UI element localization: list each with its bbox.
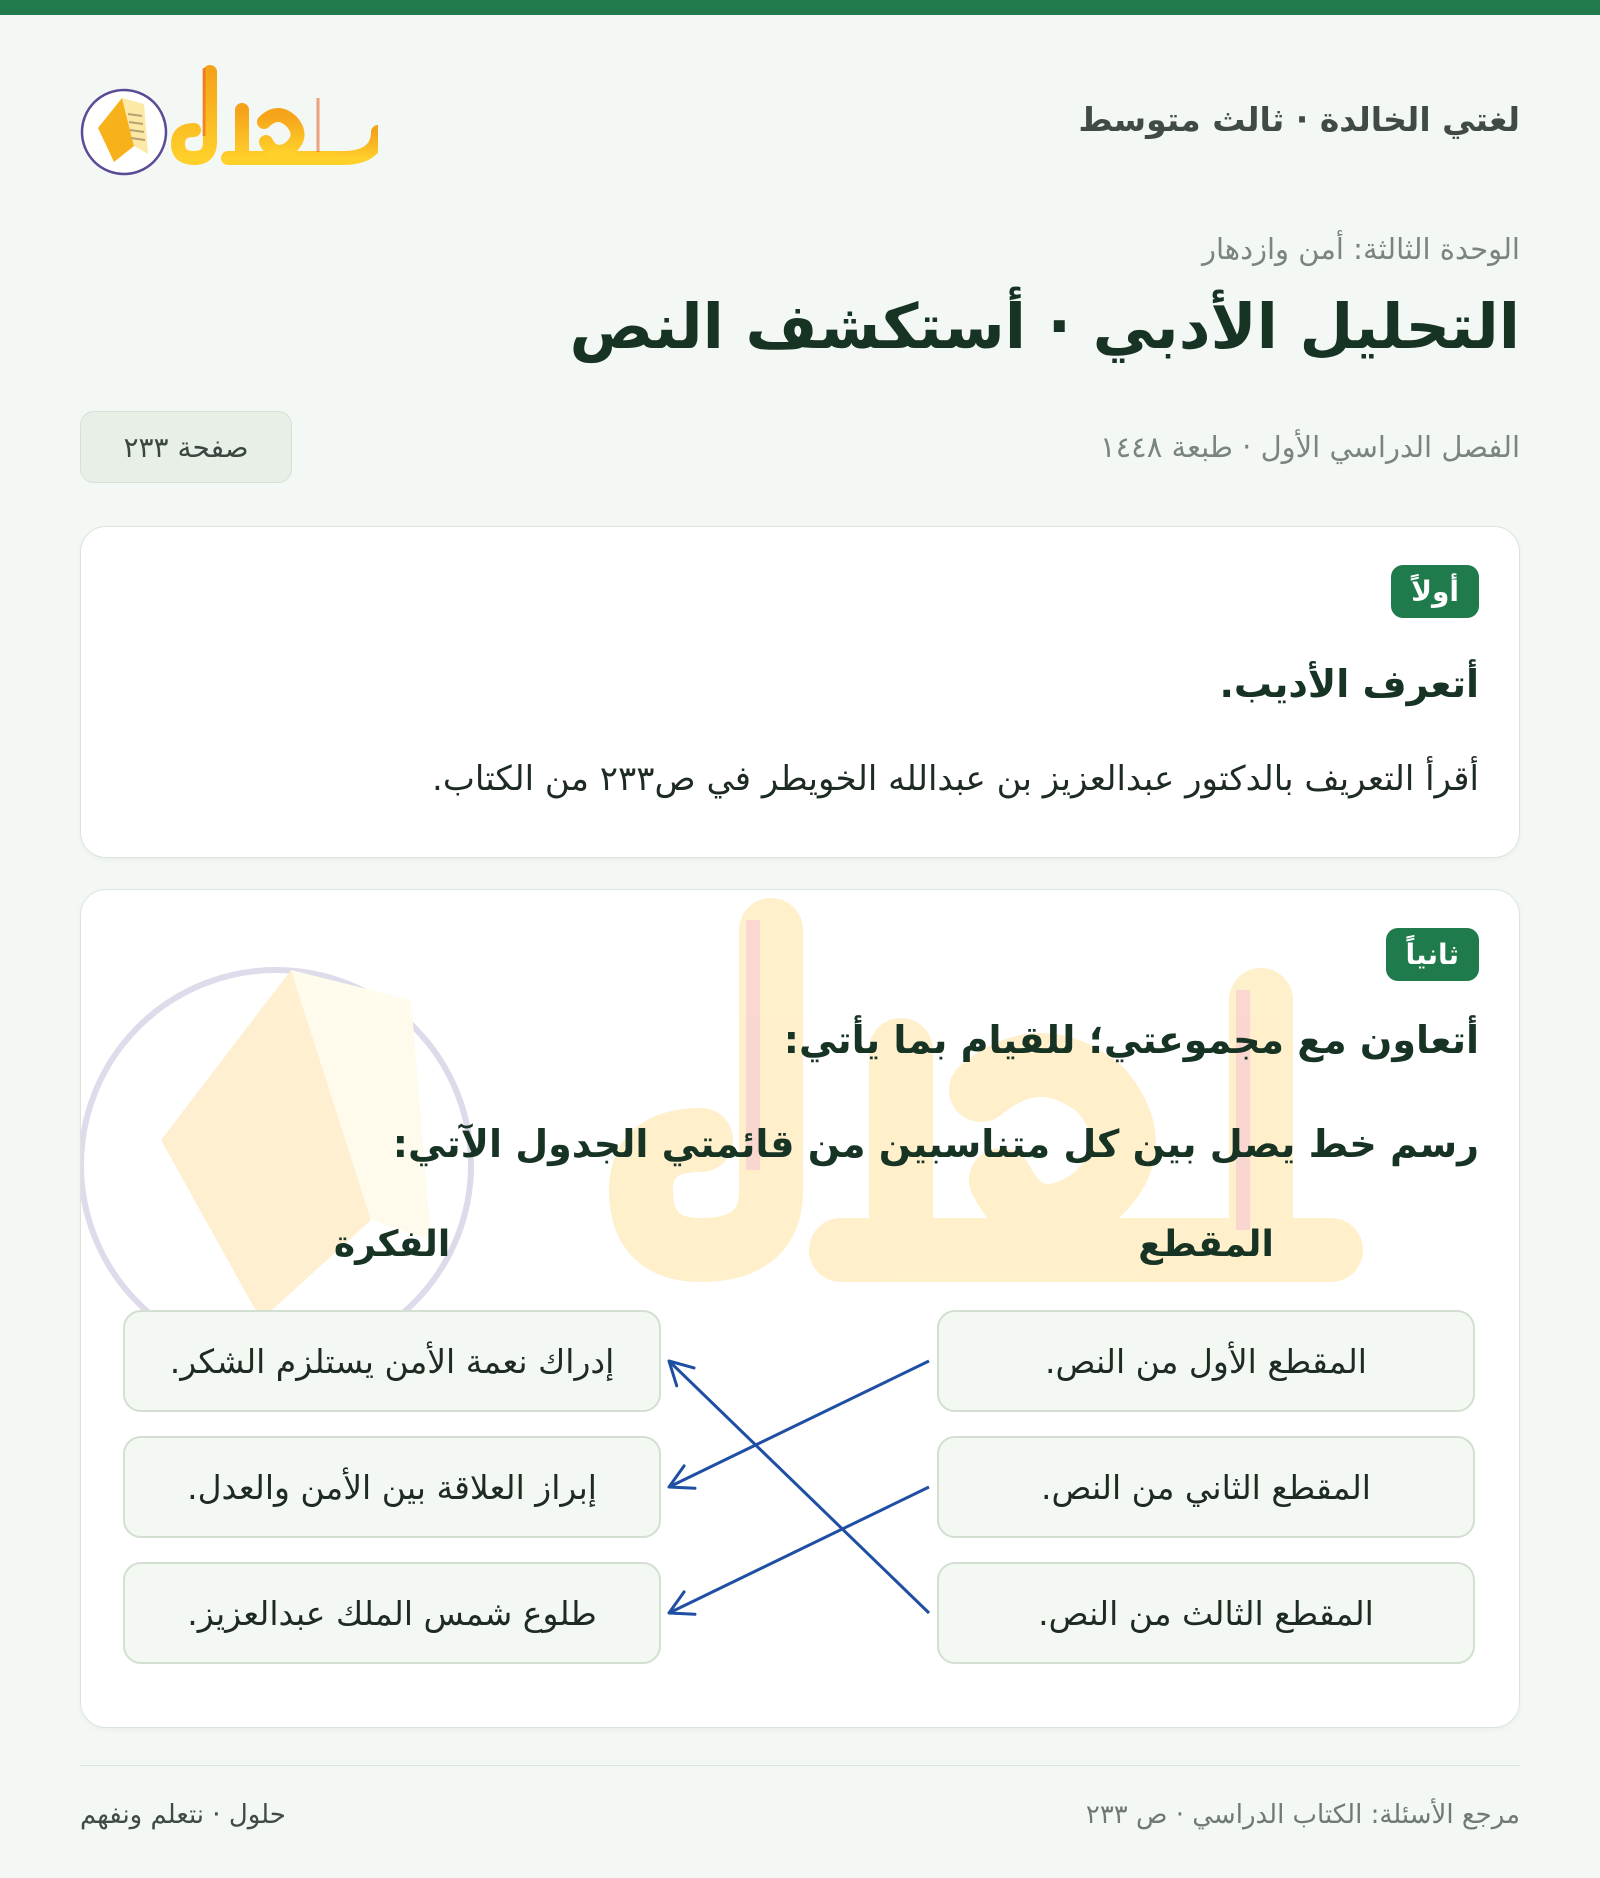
footer-reference: مرجع الأسئلة: الكتاب الدراسي · ص ٢٣٣ — [1085, 1800, 1520, 1830]
section-body-first: أقرأ التعريف بالدكتور عبدالعزيز بن عبدالله الخويطر في ص٢٣٣ من الكتاب. — [432, 759, 1479, 799]
idea-item-3[interactable]: طلوع شمس الملك عبدالعزيز. — [123, 1562, 661, 1664]
footer-slogan: حلول · نتعلم ونفهم — [80, 1800, 286, 1830]
passage-item-3[interactable]: المقطع الثالث من النص. — [937, 1562, 1475, 1664]
footer-divider — [80, 1765, 1520, 1766]
page-title: التحليل الأدبي · أستكشف النص — [569, 290, 1520, 363]
top-accent-bar — [0, 0, 1600, 15]
match-arrowhead-1 — [669, 1466, 695, 1488]
passage-item-1[interactable]: المقطع الأول من النص. — [937, 1310, 1475, 1412]
match-line-3 — [669, 1361, 929, 1613]
matching-instruction: رسم خط يصل بين كل متناسبين من قائمتي الجدول الآتي: — [392, 1122, 1479, 1166]
section-tag-first: أولاً — [1391, 565, 1479, 618]
unit-label: الوحدة الثالثة: أمن وازدهار — [1201, 232, 1520, 266]
semester-edition: الفصل الدراسي الأول · طبعة ١٤٤٨ — [1100, 430, 1520, 464]
idea-item-2[interactable]: إبراز العلاقة بين الأمن والعدل. — [123, 1436, 661, 1538]
section-tag-second: ثانياً — [1386, 928, 1479, 981]
page-number-badge: صفحة ٢٣٣ — [80, 411, 292, 483]
match-line-1 — [669, 1361, 929, 1487]
match-arrowhead-3 — [669, 1361, 694, 1386]
column-header-passage: المقطع — [1138, 1224, 1274, 1265]
column-header-idea: الفكرة — [333, 1224, 451, 1265]
idea-item-1[interactable]: إدراك نعمة الأمن يستلزم الشكر. — [123, 1310, 661, 1412]
section-card-first — [80, 526, 1520, 858]
section-card-second — [80, 889, 1520, 1728]
hulul-logo — [78, 62, 378, 182]
passage-item-2[interactable]: المقطع الثاني من النص. — [937, 1436, 1475, 1538]
match-line-2 — [669, 1487, 929, 1613]
match-arrowhead-2 — [669, 1592, 695, 1614]
brand-title: لغتي الخالدة · ثالث متوسط — [1078, 100, 1520, 139]
section-heading-second: أتعاون مع مجموعتي؛ للقيام بما يأتي: — [783, 1018, 1479, 1062]
section-heading-first: أتعرف الأديب. — [1219, 662, 1479, 706]
